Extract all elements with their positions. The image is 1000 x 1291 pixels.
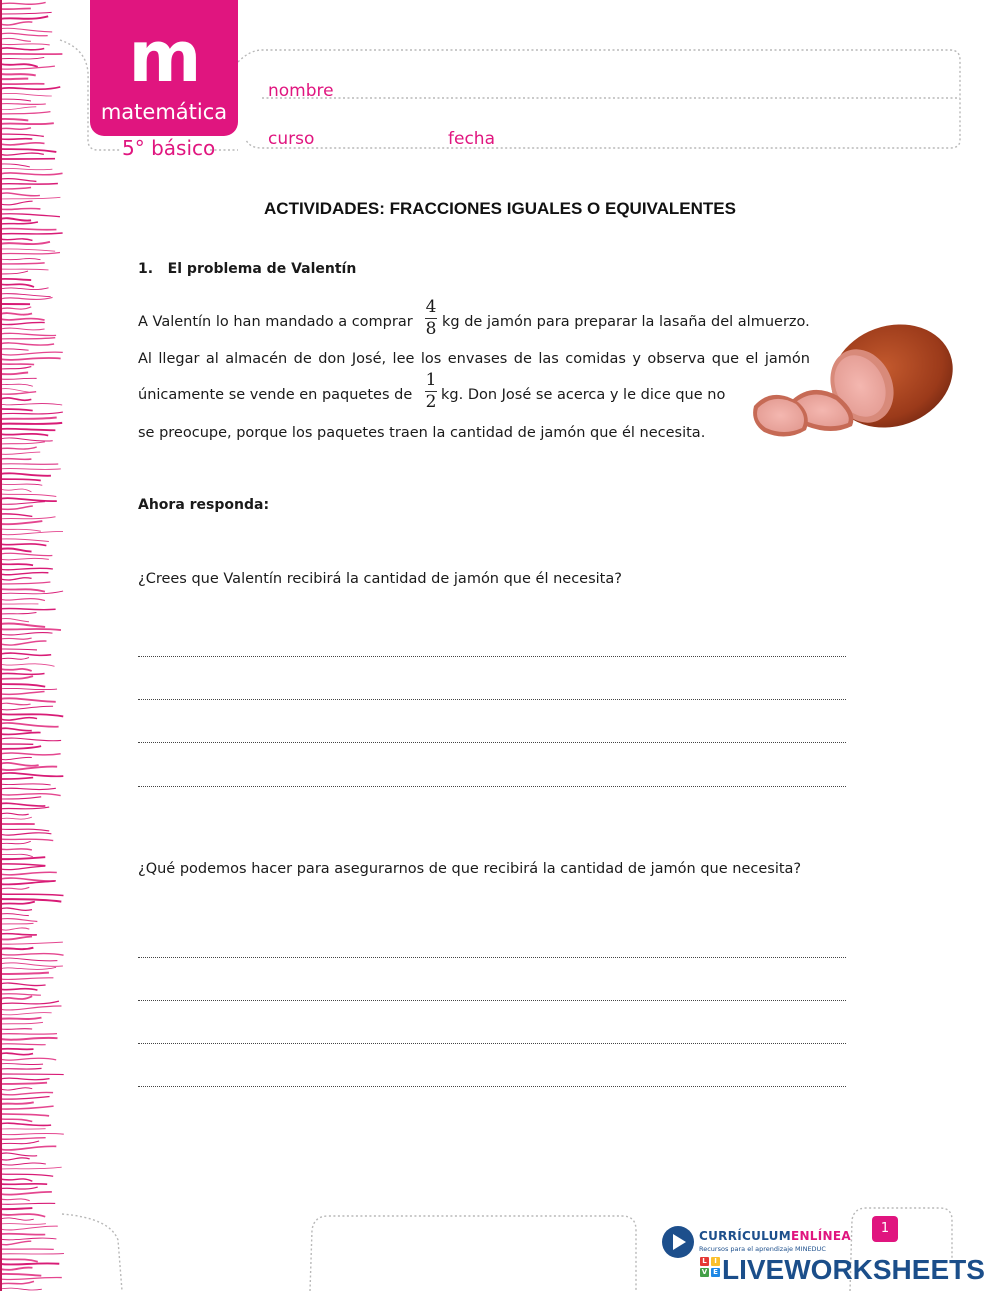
section-heading: 1. El problema de Valentín	[138, 261, 357, 277]
liveworksheets-logo-icon	[700, 1257, 720, 1281]
answer-line[interactable]	[138, 699, 846, 700]
paragraph-line-3-end: kg. Don José se acerca y le dice que no	[441, 387, 726, 403]
brand-part-2: ENLÍNEA	[790, 1229, 851, 1243]
question-2: ¿Qué podemos hacer para asegurarnos de que recibirá la cantidad de jamón que necesita?	[138, 861, 802, 877]
brand-tagline: Recursos para el aprendizaje MINEDUC	[699, 1245, 826, 1253]
answer-line[interactable]	[138, 1043, 846, 1044]
paragraph-line-1-end: kg de jamón para preparar la lasaña del almuerzo.	[442, 314, 810, 330]
fraction-numerator: 4	[425, 297, 437, 317]
answer-line[interactable]	[138, 1086, 846, 1087]
grade-label: 5° básico	[122, 136, 216, 160]
lw-letter-i: I	[711, 1257, 720, 1266]
answer-line[interactable]	[138, 656, 846, 657]
left-fringe-decoration	[0, 0, 72, 1291]
paragraph-line-1	[138, 313, 413, 331]
lw-letter-v: V	[701, 1268, 708, 1276]
answer-line[interactable]	[138, 786, 846, 787]
fraction-numerator: 1	[425, 370, 437, 390]
curriculum-logo-icon	[662, 1226, 694, 1258]
paragraph-line-4: se preocupe, porque los paquetes traen la cantidad de jamón que él necesita.	[138, 425, 706, 441]
answer-prompt: Ahora responda:	[138, 497, 270, 513]
paragraph-line-2: Al llegar al almacén de don José, lee los envases de las comidas y observa que el jamón	[138, 351, 810, 367]
course-label: curso	[268, 129, 315, 149]
name-label: nombre	[268, 81, 334, 101]
brand-part-1: CURRÍCULUM	[699, 1229, 791, 1243]
fraction-4-8	[424, 298, 438, 338]
fraction-denominator: 8	[425, 319, 437, 339]
lw-letter-e: E	[711, 1268, 720, 1277]
answer-line[interactable]	[138, 957, 846, 958]
curriculum-brand	[699, 1229, 851, 1243]
answer-line[interactable]	[138, 1000, 846, 1001]
date-label: fecha	[448, 129, 495, 149]
lw-letter-l: L	[700, 1257, 709, 1266]
liveworksheets-brand[interactable]: LIVEWORKSHEETS	[722, 1254, 985, 1285]
page-title: ACTIVIDADES: FRACCIONES IGUALES O EQUIVALENTES	[264, 199, 736, 218]
fraction-denominator: 2	[425, 392, 437, 412]
paragraph-line-3: únicamente se vende en paquetes de	[138, 387, 413, 403]
fraction-1-2	[424, 371, 438, 411]
subject-logo	[90, 0, 238, 136]
question-1: ¿Crees que Valentín recibirá la cantidad de jamón que él necesita?	[138, 571, 622, 587]
paragraph-text: A Valentín lo han mandado a comprar	[138, 314, 413, 330]
logo-letter: m	[128, 16, 200, 98]
logo-subject: matemática	[100, 100, 228, 124]
page-number: 1	[872, 1216, 898, 1242]
ham-image	[752, 318, 956, 446]
answer-line[interactable]	[138, 742, 846, 743]
